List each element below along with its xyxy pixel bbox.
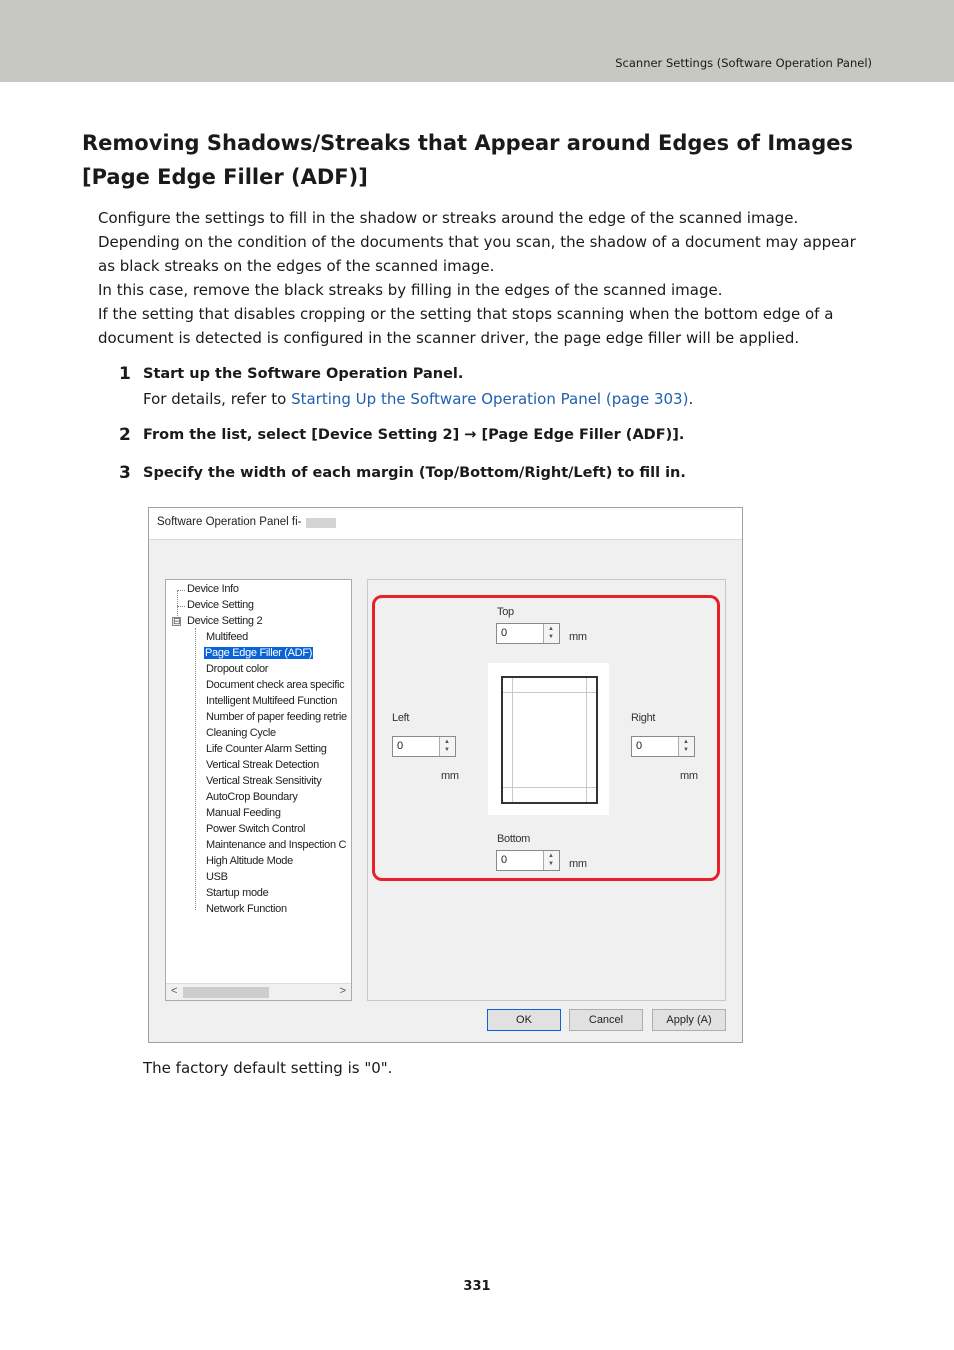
step-link[interactable]: Starting Up the Software Operation Panel (page 303) bbox=[291, 390, 689, 408]
left-margin-value[interactable]: 0 bbox=[397, 740, 404, 752]
tree-item[interactable]: Document check area specific bbox=[206, 679, 345, 691]
top-margin-value[interactable]: 0 bbox=[501, 627, 508, 639]
page-title: Removing Shadows/Streaks that Appear around Edges of Images [Page Edge Filler (ADF)] bbox=[82, 131, 853, 189]
header-band bbox=[0, 0, 954, 82]
step-number: 2 bbox=[119, 425, 131, 445]
tree-item[interactable]: USB bbox=[206, 871, 228, 883]
step-detail-prefix: For details, refer to bbox=[143, 390, 292, 408]
dialog-titlebar bbox=[149, 508, 742, 540]
tree-item-device-info[interactable]: Device Info bbox=[187, 583, 239, 595]
default-note: The factory default setting is "0". bbox=[143, 1059, 393, 1077]
spin-up-icon[interactable]: ▲ bbox=[548, 626, 554, 632]
step-detail-suffix: . bbox=[688, 390, 694, 408]
margin-guide bbox=[512, 678, 513, 802]
tree-item[interactable]: Life Counter Alarm Setting bbox=[206, 743, 327, 755]
bottom-unit: mm bbox=[569, 858, 587, 870]
tree-line bbox=[195, 628, 196, 910]
right-margin-spinbox[interactable] bbox=[631, 736, 695, 757]
page-preview bbox=[488, 663, 609, 815]
settings-tree[interactable] bbox=[165, 579, 352, 1001]
top-label: Top bbox=[497, 606, 514, 618]
spin-arrows[interactable] bbox=[543, 624, 559, 643]
tree-item-device-setting-2[interactable]: Device Setting 2 bbox=[187, 615, 263, 627]
spin-down-icon[interactable]: ▼ bbox=[548, 861, 554, 867]
page-preview-sheet bbox=[501, 676, 598, 804]
tree-item[interactable]: Vertical Streak Detection bbox=[206, 759, 319, 771]
bottom-label: Bottom bbox=[497, 833, 531, 845]
right-margin-value[interactable]: 0 bbox=[636, 740, 643, 752]
spin-up-icon[interactable]: ▲ bbox=[683, 739, 689, 745]
tree-item[interactable]: Startup mode bbox=[206, 887, 269, 899]
tree-item[interactable]: Cleaning Cycle bbox=[206, 727, 276, 739]
step-number: 1 bbox=[119, 364, 131, 384]
scroll-left-icon[interactable]: < bbox=[171, 985, 178, 997]
intro-line: document is detected is configured in the scanner driver, the page edge filler will be applied. bbox=[98, 329, 800, 347]
spin-arrows[interactable] bbox=[543, 851, 559, 870]
spin-up-icon[interactable]: ▲ bbox=[548, 853, 554, 859]
dialog-title: Software Operation Panel fi- bbox=[157, 516, 302, 528]
tree-line bbox=[177, 590, 185, 591]
tree-horizontal-scrollbar[interactable] bbox=[166, 983, 351, 1000]
margin-guide bbox=[503, 787, 596, 788]
blurred-model-name bbox=[306, 518, 336, 528]
right-unit: mm bbox=[680, 770, 698, 782]
step-detail bbox=[143, 390, 693, 408]
step-text: Specify the width of each margin (Top/Bottom/Right/Left) to fill in. bbox=[143, 465, 686, 481]
tree-item[interactable]: Network Function bbox=[206, 903, 287, 915]
cancel-button[interactable]: Cancel bbox=[569, 1009, 643, 1031]
bottom-margin-value[interactable]: 0 bbox=[501, 854, 508, 866]
ok-button[interactable]: OK bbox=[487, 1009, 561, 1031]
intro-line: If the setting that disables cropping or the setting that stops scanning when the bottom edge of a bbox=[98, 305, 834, 323]
spin-arrows[interactable] bbox=[439, 737, 455, 756]
left-unit: mm bbox=[441, 770, 459, 782]
tree-item[interactable]: Multifeed bbox=[206, 631, 248, 643]
tree-item[interactable]: Vertical Streak Sensitivity bbox=[206, 775, 322, 787]
scroll-right-icon[interactable]: > bbox=[339, 985, 346, 997]
tree-line bbox=[177, 606, 185, 607]
step-number: 3 bbox=[119, 463, 131, 483]
left-label: Left bbox=[392, 712, 410, 724]
tree-item[interactable]: Number of paper feeding retrie bbox=[206, 711, 347, 723]
tree-item[interactable]: Power Switch Control bbox=[206, 823, 306, 835]
spin-up-icon[interactable]: ▲ bbox=[444, 739, 450, 745]
top-unit: mm bbox=[569, 631, 587, 643]
page-number: 331 bbox=[463, 1279, 491, 1294]
margin-guide bbox=[503, 692, 596, 693]
left-margin-spinbox[interactable] bbox=[392, 736, 456, 757]
tree-item[interactable]: High Altitude Mode bbox=[206, 855, 293, 867]
spin-down-icon[interactable]: ▼ bbox=[683, 747, 689, 753]
intro-text bbox=[98, 206, 868, 350]
software-operation-panel-dialog bbox=[148, 507, 743, 1043]
spin-arrows[interactable] bbox=[678, 737, 694, 756]
spin-down-icon[interactable]: ▼ bbox=[444, 747, 450, 753]
step-text: From the list, select [Device Setting 2] → [Page Edge Filler (ADF)]. bbox=[143, 427, 685, 443]
section-title: Scanner Settings (Software Operation Panel) bbox=[615, 56, 872, 70]
tree-item[interactable]: AutoCrop Boundary bbox=[206, 791, 298, 803]
tree-item-device-setting[interactable]: Device Setting bbox=[187, 599, 254, 611]
intro-line: as black streaks on the edges of the scanned image. bbox=[98, 257, 495, 275]
tree-item[interactable]: Intelligent Multifeed Function bbox=[206, 695, 338, 707]
apply-button[interactable]: Apply (A) bbox=[652, 1009, 726, 1031]
intro-line: Depending on the condition of the documents that you scan, the shadow of a document may appear bbox=[98, 233, 856, 251]
tree-item[interactable]: Maintenance and Inspection C bbox=[206, 839, 347, 851]
scroll-thumb[interactable] bbox=[183, 987, 269, 998]
intro-line: In this case, remove the black streaks by filling in the edges of the scanned image. bbox=[98, 281, 723, 299]
tree-item[interactable]: Dropout color bbox=[206, 663, 269, 675]
top-margin-spinbox[interactable] bbox=[496, 623, 560, 644]
intro-line: Configure the settings to fill in the shadow or streaks around the edge of the scanned image. bbox=[98, 209, 799, 227]
right-label: Right bbox=[631, 712, 656, 724]
collapse-icon[interactable]: ⊟ bbox=[173, 616, 181, 626]
margin-guide bbox=[586, 678, 587, 802]
step-text: Start up the Software Operation Panel. bbox=[143, 366, 464, 382]
tree-item-page-edge-filler[interactable]: Page Edge Filler (ADF) bbox=[205, 647, 313, 659]
tree-item[interactable]: Manual Feeding bbox=[206, 807, 281, 819]
bottom-margin-spinbox[interactable] bbox=[496, 850, 560, 871]
spin-down-icon[interactable]: ▼ bbox=[548, 634, 554, 640]
